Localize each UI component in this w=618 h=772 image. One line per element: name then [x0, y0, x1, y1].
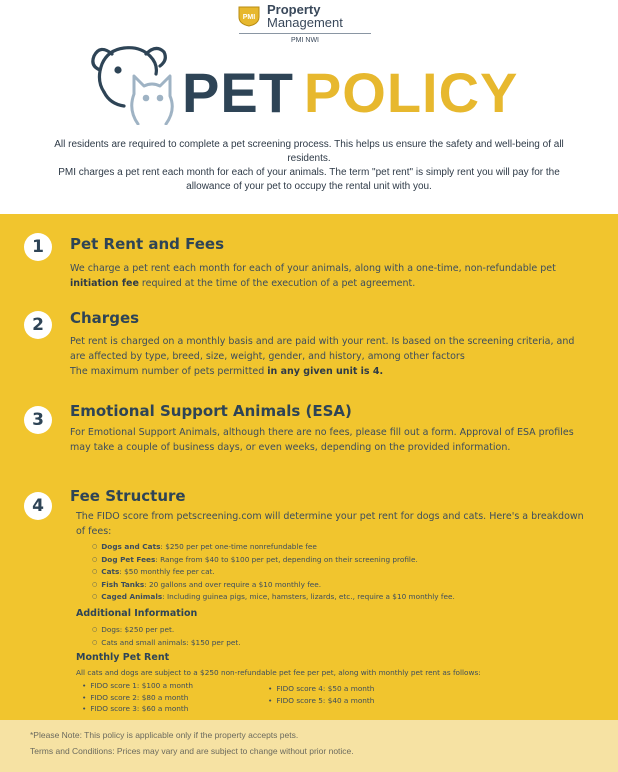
list-item: • FIDO score 2: $80 a month — [82, 692, 193, 704]
list-item: ○ Cats and small animals: $150 per pet. — [92, 637, 241, 650]
section-1-title: Pet Rent and Fees — [70, 235, 225, 253]
logo-line-1: Property — [267, 2, 321, 17]
fido-scores-col-1 — [82, 680, 193, 715]
pmi-badge-icon — [237, 5, 261, 27]
fee-label: Dogs and Cats — [101, 542, 161, 551]
list-item: • FIDO score 4: $50 a month — [268, 683, 374, 695]
company-logo — [237, 2, 387, 50]
fee-label: Caged Animals — [101, 592, 163, 601]
additional-info-list — [92, 624, 241, 649]
section-2-text-a: Pet rent is charged on a monthly basis and are paid with your rent. Is based on the screening criteria, and are affected by type, breed, size, weight, gender, and history, among other factors — [70, 336, 575, 362]
monthly-rent-heading: Monthly Pet Rent — [76, 652, 170, 663]
intro-paragraph-2: PMI charges a pet rent each month for each of your animals. The term "pet rent" is simply rent you will pay for the allowance of your pet to occupy the rental unit with you. — [58, 167, 560, 192]
monthly-rent-note: All cats and dogs are subject to a $250 non-refundable pet fee per pet, along with monthly pet rent as follows: — [76, 668, 481, 677]
logo-divider — [239, 33, 371, 34]
section-1-number: 1 — [24, 233, 52, 261]
list-item — [92, 579, 455, 592]
section-4-body: The FIDO score from petscreening.com will determine your pet rent for dogs and cats. Here's a breakdown of fees: — [76, 511, 584, 537]
title-pet: PET — [182, 61, 294, 124]
fee-label: Dog Pet Fees — [101, 554, 156, 564]
section-2-title: Charges — [70, 309, 140, 327]
list-item — [92, 554, 455, 567]
page-title — [182, 60, 518, 125]
fee-text: : 20 gallons and over require a $10 monthly fee. — [144, 579, 322, 589]
section-2-text-c: The maximum number of pets permitted — [70, 366, 268, 377]
section-4-number: 4 — [24, 492, 52, 520]
badge-text: PMI — [242, 14, 256, 21]
fee-text: : Including guinea pigs, mice, hamsters, lizards, etc., require a $10 monthly fee. — [162, 592, 455, 601]
section-1-text-b: required at the time of the execution of a pet agreement. — [138, 278, 416, 289]
list-item — [92, 566, 455, 579]
footer-terms: Terms and Conditions: Prices may vary and are subject to change without prior notice. — [30, 746, 354, 756]
section-4-title: Fee Structure — [70, 487, 186, 505]
footer-note: *Please Note: This policy is applicable only if the property accepts pets. — [30, 730, 299, 740]
fee-list — [92, 541, 455, 604]
intro-text — [40, 138, 578, 194]
list-item — [92, 541, 455, 554]
section-1-body — [70, 261, 590, 291]
section-2-bold: in any given unit is 4. — [267, 366, 384, 377]
fee-text: : $50 monthly fee per cat. — [119, 567, 215, 576]
list-item: • FIDO score 5: $40 a month — [268, 695, 374, 707]
section-3-number: 3 — [24, 406, 52, 434]
fee-label: Cats — [101, 567, 120, 576]
section-2-body — [70, 334, 590, 379]
logo-subtitle: PMI NWI — [291, 37, 319, 44]
list-item: • FIDO score 1: $100 a month — [82, 680, 193, 692]
section-1-text-a: We charge a pet rent each month for each of your animals, along with a one-time, non-refundable pet — [70, 263, 556, 274]
list-item: ○ Dogs: $250 per pet. — [92, 624, 241, 637]
section-3-body: For Emotional Support Animals, although there are no fees, please fill out a form. Approval of ESA profiles may take a couple of business days, or even weeks, depending on the provided information. — [70, 427, 574, 453]
list-item: • FIDO score 3: $60 a month — [82, 703, 193, 715]
title-policy: POLICY — [303, 61, 519, 124]
fee-text: : Range from $40 to $100 per pet, depending on their screening profile. — [155, 554, 418, 564]
list-item — [92, 591, 455, 604]
header-area — [0, 0, 618, 214]
additional-info-heading: Additional Information — [76, 608, 198, 619]
fido-scores-col-2 — [268, 683, 374, 706]
fee-label: Fish Tanks — [101, 579, 145, 589]
section-1-bold: initiation fee — [70, 278, 139, 289]
intro-paragraph-1: All residents are required to complete a pet screening process. This helps us ensure the safety and well-being of all residents. — [54, 139, 564, 164]
section-2-number: 2 — [24, 311, 52, 339]
section-2-max-pets — [70, 364, 590, 379]
fee-text: : $250 per pet one-time nonrefundable fee — [160, 542, 317, 551]
footer — [0, 720, 618, 772]
logo-line-2: Management — [267, 15, 343, 30]
section-3-title: Emotional Support Animals (ESA) — [70, 402, 352, 420]
